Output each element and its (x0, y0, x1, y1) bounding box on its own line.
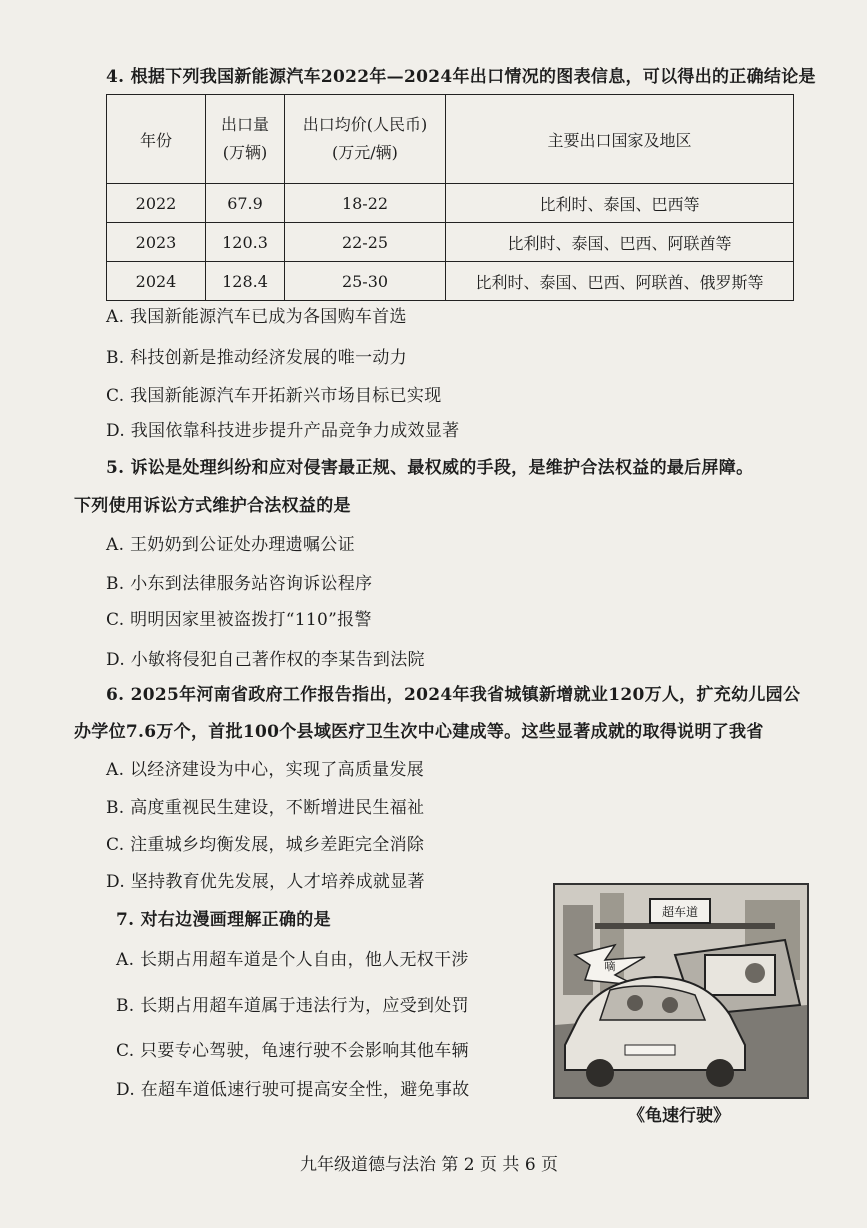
table-row (107, 262, 794, 301)
export-table (106, 94, 794, 301)
horn-text: 嘀 (604, 960, 616, 973)
question-7-stem: 7. 对右边漫画理解正确的是 (116, 910, 331, 930)
cartoon-drawing (555, 885, 807, 1097)
cell: 2022 (107, 184, 206, 223)
cell: 比利时、泰国、巴西、阿联酋、俄罗斯等 (446, 262, 794, 301)
q7-option-a: A. 长期占用超车道是个人自由，他人无权干涉 (116, 950, 469, 970)
q4-option-b: B. 科技创新是推动经济发展的唯一动力 (106, 348, 407, 368)
cell: 67.9 (206, 184, 285, 223)
q4-option-a: A. 我国新能源汽车已成为各国购车首选 (106, 307, 407, 327)
cell: 25-30 (285, 262, 446, 301)
q5-option-a: A. 王奶奶到公证处办理遗嘱公证 (106, 535, 355, 555)
question-5-stem-cont: 下列使用诉讼方式维护合法权益的是 (74, 496, 351, 516)
question-6-stem: 6. 2025年河南省政府工作报告指出，2024年我省城镇新增就业120万人，扩充幼儿园公 (106, 685, 801, 705)
page-footer: 九年级道德与法治 第 2 页 共 6 页 (300, 1155, 559, 1175)
q5-option-c: C. 明明因家里被盗拨打“110”报警 (106, 610, 372, 630)
lane-sign-text: 超车道 (661, 905, 699, 919)
q7-option-b: B. 长期占用超车道属于违法行为，应受到处罚 (116, 996, 469, 1016)
q7-option-c: C. 只要专心驾驶，龟速行驶不会影响其他车辆 (116, 1041, 469, 1061)
cell: 比利时、泰国、巴西等 (446, 184, 794, 223)
table-row (107, 223, 794, 262)
header-countries: 主要出口国家及地区 (446, 95, 794, 184)
q6-option-c: C. 注重城乡均衡发展，城乡差距完全消除 (106, 835, 425, 855)
cartoon-caption: 《龟速行驶》 (628, 1106, 730, 1126)
q4-option-c: C. 我国新能源汽车开拓新兴市场目标已实现 (106, 386, 442, 406)
cell: 18-22 (285, 184, 446, 223)
q6-option-a: A. 以经济建设为中心，实现了高质量发展 (106, 760, 425, 780)
q6-option-b: B. 高度重视民生建设，不断增进民生福祉 (106, 798, 425, 818)
cell: 2024 (107, 262, 206, 301)
cell: 22-25 (285, 223, 446, 262)
cartoon-image (553, 883, 809, 1099)
cell: 120.3 (206, 223, 285, 262)
q4-option-d: D. 我国依靠科技进步提升产品竞争力成效显著 (106, 421, 460, 441)
header-price: 出口均价(人民币) (万元/辆) (285, 95, 446, 184)
table-header-row (107, 95, 794, 184)
question-5-stem: 5. 诉讼是处理纠纷和应对侵害最正规、最权威的手段，是维护合法权益的最后屏障。 (106, 458, 754, 478)
q7-option-d: D. 在超车道低速行驶可提高安全性，避免事故 (116, 1080, 470, 1100)
question-6-stem-cont: 办学位7.6万个，首批100个县域医疗卫生次中心建成等。这些显著成就的取得说明了我省 (74, 722, 764, 742)
cell: 比利时、泰国、巴西、阿联酋等 (446, 223, 794, 262)
cell: 128.4 (206, 262, 285, 301)
cell: 2023 (107, 223, 206, 262)
table-row (107, 184, 794, 223)
q5-option-b: B. 小东到法律服务站咨询诉讼程序 (106, 574, 373, 594)
header-volume: 出口量 (万辆) (206, 95, 285, 184)
q6-option-d: D. 坚持教育优先发展，人才培养成就显著 (106, 872, 425, 892)
header-year: 年份 (107, 95, 206, 184)
question-4-stem: 4. 根据下列我国新能源汽车2022年—2024年出口情况的图表信息，可以得出的正确结论是 (106, 67, 816, 87)
q5-option-d: D. 小敏将侵犯自己著作权的李某告到法院 (106, 650, 425, 670)
